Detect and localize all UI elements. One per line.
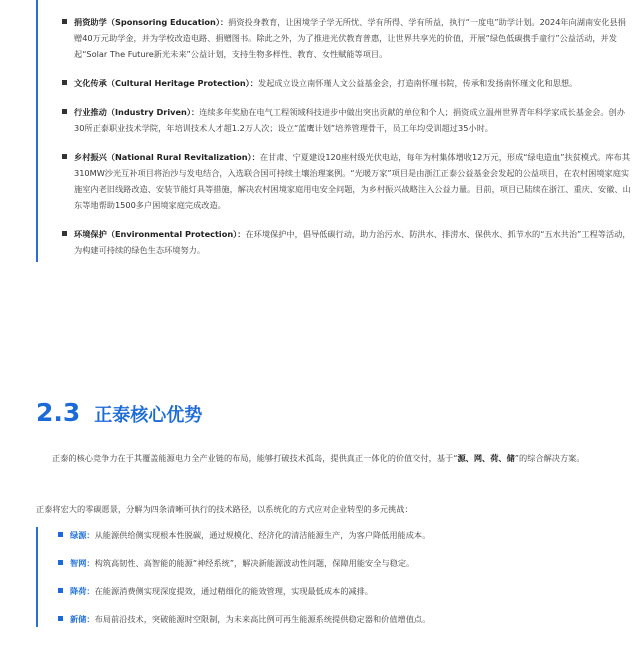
bullet-square-icon [58,588,63,593]
bullet-square-icon [58,532,63,537]
paragraph-industry [62,104,634,136]
paragraph-title: 捐资助学（Sponsoring Education）： [74,17,229,27]
intro-bold: 源、网、荷、储 [457,453,515,463]
paragraph-body: 连续多年奖励在电气工程领域科技进步中做出突出贡献的单位和个人；捐资成立温州世界青年科学家成长基金会。创办30所正泰职业技术学院，年培训技术人才超1.2万人次；设立“蓝鹰计划”培养管理骨干，员工年均受训超过35小时。 [74,107,625,133]
paragraph-body: 发起成立设立南怀瑾人文公益基金会，打造南怀瑾书院，传承和发扬南怀瑾文化和思想。 [257,78,578,88]
section-number: 2.3 [36,398,81,427]
bullet-square-icon [62,154,67,159]
section-title: 正泰核心优势 [94,405,203,426]
paragraph-culture [62,75,634,91]
intro-paragraph-1 [36,450,608,466]
intro-tail: ”的综合解决方案。 [514,453,585,463]
pillar-text: 布局前沿技术，突破能源时空限制，为未来高比例可再生能源系统提供稳定器和价值增值点。 [94,614,431,624]
bullet-square-icon [62,80,67,85]
intro-paragraph-2: 正泰将宏大的零碳愿景，分解为四条清晰可执行的技术路径，以系统化的方式应对企业转型的多元挑战： [36,504,413,514]
paragraph-body: 在甘肃、宁夏建设120座村级光伏电站，每年为村集体增收12万元，形成“绿电造血”扶贫模式。库布其310MW沙光互补项目将治沙与发电结合，入选联合国可持续土壤治理案例。“光暖万家”项目是由浙江正泰公益基金会发起的公益项目，在农村困境家庭实施室内老旧线路改造、安装节能灯具等措施，解决农村困境家庭用电安全问题，为乡村振兴战略注入公益力量。目前，项目已陆续在浙江、重庆、安徽、山东等地帮助1500多户困境家庭完成改造。 [74,152,631,210]
paragraph-body: 在环境保护中，倡导低碳行动，助力治污水、防洪水、排涝水、保供水、抓节水的“五水共治”工程等活动，为构建可持续的绿色生态环境努力。 [74,229,631,255]
bullet-square-icon [58,560,63,565]
pillar-text: 构筑高韧性、高智能的能源“神经系统”，解决新能源波动性问题，保障用能安全与稳定。 [94,558,415,568]
public-welfare-list [36,0,634,262]
pillar-item [58,583,630,599]
pillar-text: 在能源消费侧实现深度提效，通过精细化的能效管理，实现最低成本的减排。 [94,586,373,596]
bullet-square-icon [62,19,67,24]
intro-text: 正泰的核心竞争力在于其覆盖能源电力全产业链的布局，能够打破技术孤岛，提供真正一体化的价值交付，基于“ [52,453,458,463]
paragraph-body: 捐资投身教育，让困境学子学无所忧、学有所得、学有所益，执行“一度电”助学计划。2024年向湖南安化县捐赠40万元助学金，并为学校改造电路、捐赠图书。除此之外，为了推进光伏教育普惠，让世界共享光的价值，开展“绿色低碳携手童行”公益活动，并发起“Solar The Future新光未来”公益计划，支持生物多样性、教育、女性赋能等项目。 [74,17,626,59]
bullet-square-icon [62,231,67,236]
bullet-square-icon [62,109,67,114]
pillar-text: 从能源供给侧实现根本性脱碳，通过规模化、经济化的清洁能源生产，为客户降低用能成本。 [94,530,431,540]
pillar-name: 智网： [70,558,95,568]
pillar-name: 新储： [70,614,95,624]
paragraph-title: 行业推动（Industry Driven）： [74,107,200,117]
paragraph-rural [62,149,634,213]
pillar-item [58,527,630,543]
paragraph-title: 环境保护（Environmental Protection）： [74,229,246,239]
paragraph-title: 乡村振兴（National Rural Revitalization）： [74,152,260,162]
pillar-list [36,527,630,627]
bullet-square-icon [58,616,63,621]
pillar-name: 降荷： [70,586,95,596]
pillar-name: 绿源： [70,530,95,540]
paragraph-education [62,14,634,62]
paragraph-title: 文化传承（Cultural Heritage Protection）： [74,78,258,88]
pillar-item [58,611,630,627]
section-heading [36,398,202,427]
pillar-item [58,555,630,571]
paragraph-environment [62,226,634,258]
